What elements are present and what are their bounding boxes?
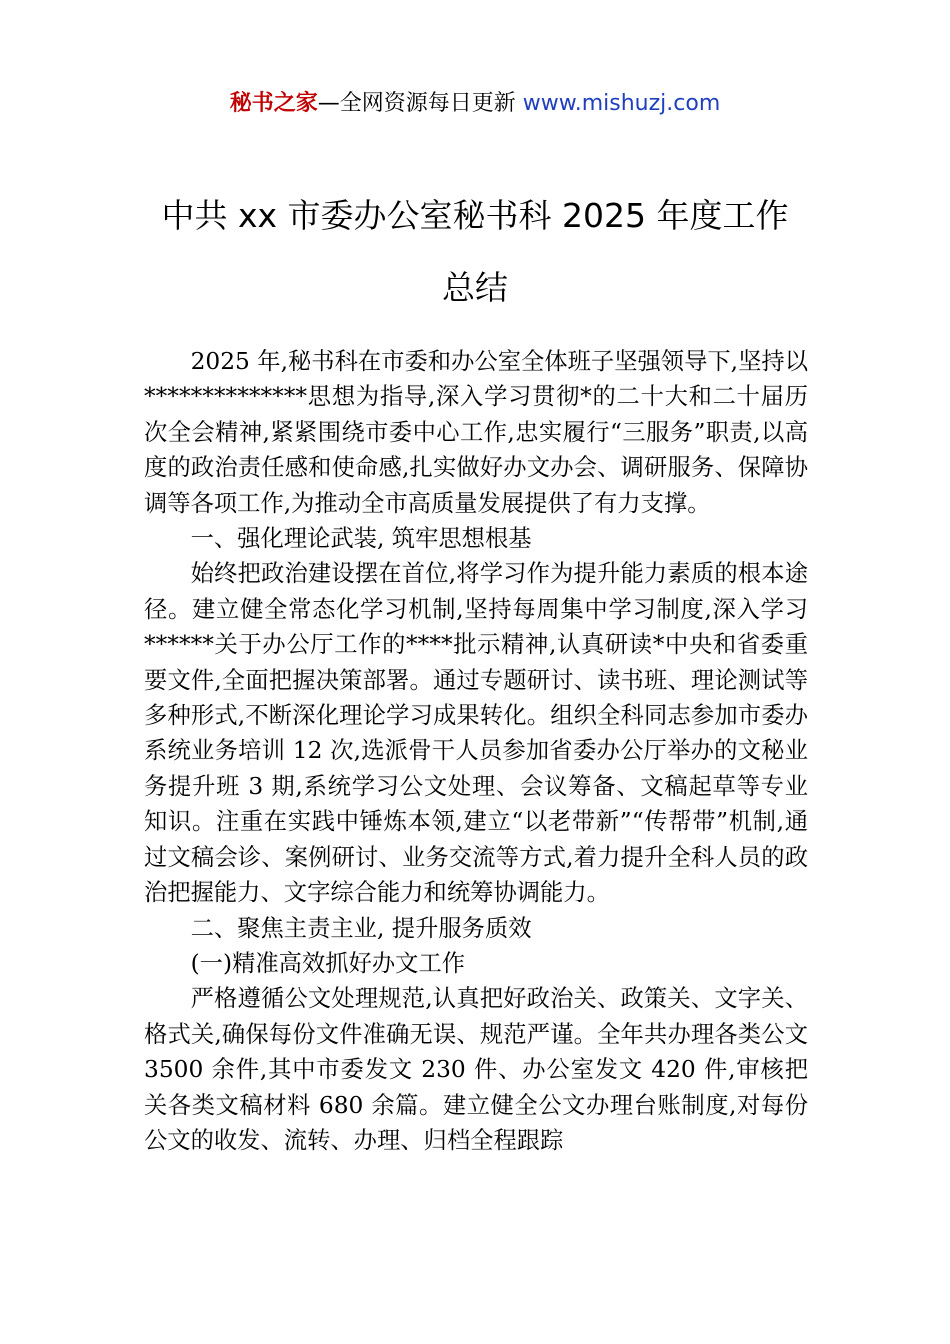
- paragraph-section-2-1: 严格遵循公文处理规范,认真把好政治关、政策关、文字关、格式关,确保每份文件准确无误、规范严谨。全年共办理各类公文 3500 余件,其中市委发文 230 件、办公室发文 420 件,审核把关各类文稿材料 680 余篇。建立健全公文办理台账制度,对每份公文的收发、流转、办理、归档全程跟踪: [144, 985, 808, 1154]
- document-body: [144, 344, 808, 1158]
- section-heading-2: 二、聚焦主责主业, 提升服务质效: [190, 914, 532, 942]
- paragraph-intro: 2025 年,秘书科在市委和办公室全体班子坚强领导下,坚持以**************思想为指导,深入学习贯彻*的二十大和二十届历次全会精神,紧紧围绕市委中心工作,忠实履行“三服务”职责,以高度的政治责任感和使命感,扎实做好办文办会、调研服务、保障协调等各项工作,为推动全市高质量发展提供了有力支撑。: [144, 348, 808, 517]
- banner-url-link[interactable]: www.mishuzj.com: [522, 91, 721, 116]
- title-line-2: 总结: [442, 268, 508, 307]
- banner-brand: 秘书之家: [229, 91, 318, 116]
- site-banner: [0, 88, 950, 120]
- banner-slogan: —全网资源每日更新: [317, 91, 523, 116]
- paragraph-section-1: 始终把政治建设摆在首位,将学习作为提升能力素质的根本途径。建立健全常态化学习机制,坚持每周集中学习制度,深入学习******关于办公厅工作的****批示精神,认真研读*中央和省委重要文件,全面把握决策部署。通过专题研讨、读书班、理论测试等多种形式,不断深化理论学习成果转化。组织全科同志参加市委办系统业务培训 12 次,选派骨干人员参加省委办公厅举办的文秘业务提升班 3 期,系统学习公文处理、会议筹备、文稿起草等专业知识。注重在实践中锤炼本领,建立“以老带新”“传帮带”机制,通过文稿会诊、案例研讨、业务交流等方式,着力提升全科人员的政治把握能力、文字综合能力和统筹协调能力。: [144, 560, 808, 907]
- section-heading-1: 一、强化理论武装, 筑牢思想根基: [190, 525, 532, 553]
- subsection-heading-2-1: (一)精准高效抓好办文工作: [190, 949, 466, 977]
- document-title: [60, 180, 890, 324]
- title-line-1: 中共 xx 市委办公室秘书科 2025 年度工作: [161, 196, 789, 235]
